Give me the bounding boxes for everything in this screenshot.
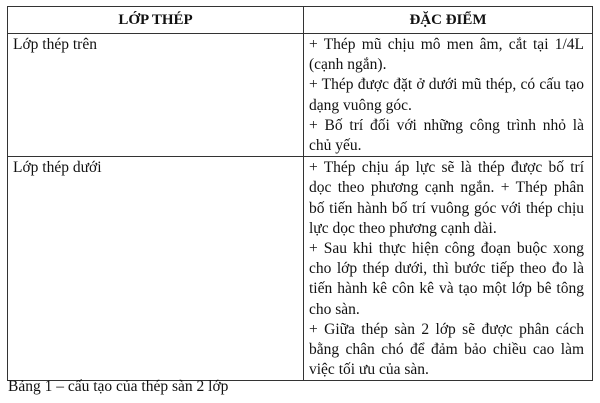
header-layer: LỚP THÉP [8, 7, 304, 34]
table-header-row [8, 7, 593, 34]
layer-features [304, 34, 593, 157]
feature-text: + Thép mũ chịu mô men âm, cắt tại 1/4L (cạnh ngắn). [309, 36, 584, 74]
feature-text: + Thép được đặt ở dưới mũ thép, có cấu tạo dạng vuông góc. [309, 76, 584, 114]
table-caption: Bảng 1 – cấu tạo của thép sàn 2 lớp [8, 378, 229, 395]
table-row [8, 157, 593, 381]
feature-text: + Thép chịu áp lực sẽ là thép được bố trí dọc theo phương cạnh ngắn. + Thép phân bố tiến hành bố trí vuông góc với thép chịu lực dọc theo phương cạnh dài. [309, 159, 584, 237]
layer-name: Lớp thép trên [8, 34, 304, 157]
feature-text: + Giữa thép sàn 2 lớp sẽ được phân cách bằng chân chó để đảm bảo chiều cao làm việc tối ưu của sàn. [309, 320, 584, 379]
steel-layer-table [7, 6, 593, 381]
layer-features [304, 157, 593, 381]
feature-text: + Bố trí đối với những công trình nhỏ là chủ yếu. [309, 116, 584, 155]
header-features: ĐẶC ĐIỂM [304, 7, 593, 34]
table-row [8, 34, 593, 157]
feature-text: + Sau khi thực hiện công đoạn buộc xong cho lớp thép dưới, thì bước tiếp theo đo là tiến hành kê côn kê và tạo một lớp bê tông cho sàn. [309, 240, 584, 318]
layer-name: Lớp thép dưới [8, 157, 304, 381]
